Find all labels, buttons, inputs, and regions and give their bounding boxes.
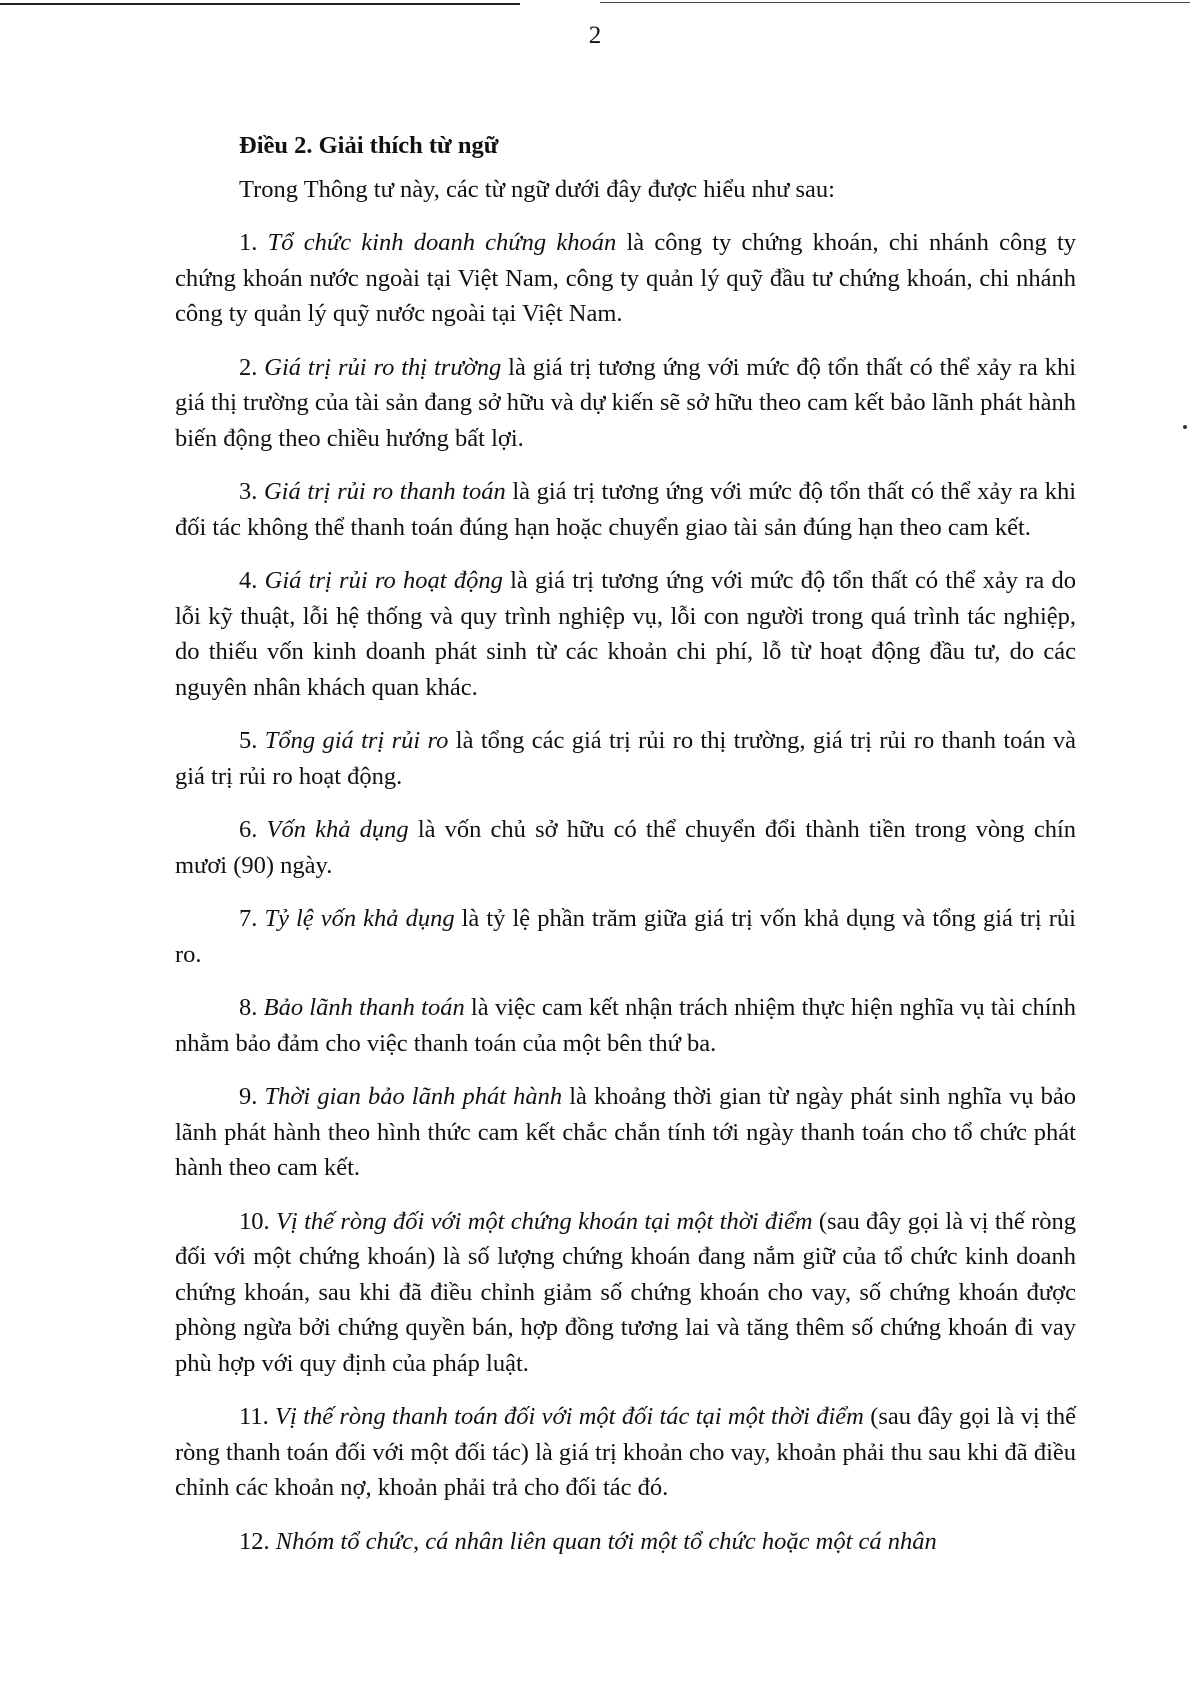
definition-item — [175, 901, 1076, 972]
defined-term: Nhóm tổ chức, cá nhân liên quan tới một tổ chức hoặc một cá nhân — [275, 1527, 937, 1555]
item-number: 2. — [239, 353, 265, 381]
definition-text: là tỷ lệ phần trăm giữa giá trị vốn khả dụng và tổng giá trị rủi ro. — [175, 905, 1076, 968]
top-border-line — [0, 3, 520, 5]
definition-item — [175, 990, 1076, 1061]
item-number: 3. — [239, 478, 264, 505]
article-heading: Điều 2. Giải thích từ ngữ — [239, 132, 499, 159]
definition-item — [175, 225, 1076, 332]
definition-item — [175, 812, 1076, 883]
document-body — [175, 128, 1076, 1577]
definition-item — [175, 1524, 1076, 1560]
top-border-line-right — [600, 2, 1190, 3]
definition-item — [175, 1204, 1076, 1382]
item-number: 8. — [239, 994, 264, 1021]
definition-text: là vốn chủ sở hữu có thể chuyển đổi thành tiền trong vòng chín mươi (90) ngày. — [175, 816, 1076, 879]
definition-text: là công ty chứng khoán, chi nhánh công ty chứng khoán nước ngoài tại Việt Nam, công ty quản lý quỹ đầu tư chứng khoán, chi nhánh công ty quản lý quỹ nước ngoài tại Việt Nam. — [175, 229, 1076, 327]
definition-item — [175, 723, 1076, 794]
defined-term: Thời gian bảo lãnh phát hành — [264, 1083, 563, 1110]
defined-term: Giá trị rủi ro hoạt động — [264, 567, 503, 594]
definition-item — [175, 563, 1076, 705]
definition-text: (sau đây gọi là vị thế ròng thanh toán đối với một đối tác) là giá trị khoản cho vay, khoản phải thu sau khi đã điều chỉnh các khoản nợ, khoản phải trả cho đối tác đó. — [175, 1403, 1076, 1501]
defined-term: Vị thế ròng thanh toán đối với một đối tác tại một thời điểm — [275, 1403, 864, 1430]
definitions-list — [175, 225, 1076, 1559]
definition-text: là khoảng thời gian từ ngày phát sinh nghĩa vụ bảo lãnh phát hành theo hình thức cam kết chắc chắn tính tới ngày thanh toán cho tổ chức phát hành theo cam kết. — [175, 1083, 1076, 1181]
item-number: 5. — [239, 727, 265, 754]
definition-item — [175, 474, 1076, 545]
item-number: 7. — [239, 905, 265, 932]
defined-term: Vị thế ròng đối với một chứng khoán tại một thời điểm — [275, 1207, 813, 1235]
definition-text: là tổng các giá trị rủi ro thị trường, giá trị rủi ro thanh toán và giá trị rủi ro hoạt động. — [175, 727, 1076, 790]
item-number: 10. — [239, 1207, 276, 1235]
scan-speck — [1183, 425, 1187, 429]
definition-text: là giá trị tương ứng với mức độ tổn thất có thể xảy ra khi đối tác không thể thanh toán đúng hạn hoặc chuyển giao tài sản đúng hạn theo cam kết. — [175, 478, 1077, 541]
definition-text: là giá trị tương ứng với mức độ tổn thất có thể xảy ra do lỗi kỹ thuật, lỗi hệ thống và quy trình nghiệp vụ, lỗi con người trong quá trình tác nghiệp, do thiếu vốn kinh doanh phát sinh từ các khoản chi phí, lỗ từ hoạt động đầu tư, do các nguyên nhân khách quan khác. — [175, 567, 1077, 701]
definition-text: (sau đây gọi là vị thế ròng đối với một chứng khoán) là số lượng chứng khoán đang nắm giữ của tổ chức kinh doanh chứng khoán, sau khi đã điều chỉnh giảm số chứng khoán cho vay, số chứng khoán được phòng ngừa bởi chứng quyền bán, hợp đồng tương lai và tăng thêm số chứng khoán đi vay phù hợp với quy định của pháp luật. — [175, 1207, 1077, 1377]
item-number: 4. — [239, 567, 265, 594]
definition-item — [175, 1399, 1076, 1506]
defined-term: Giá trị rủi ro thị trường — [264, 353, 502, 381]
item-number: 9. — [239, 1083, 265, 1110]
item-number: 11. — [239, 1403, 276, 1430]
defined-term: Tổ chức kinh doanh chứng khoán — [267, 229, 617, 256]
defined-term: Giá trị rủi ro thanh toán — [263, 478, 506, 505]
item-number: 1. — [239, 229, 268, 256]
item-number: 6. — [239, 816, 267, 843]
item-number: 12. — [239, 1527, 276, 1555]
defined-term: Tổng giá trị rủi ro — [264, 727, 449, 754]
defined-term: Tỷ lệ vốn khả dụng — [264, 905, 455, 932]
page-number: 2 — [588, 22, 602, 49]
defined-term: Vốn khả dụng — [266, 816, 409, 843]
defined-term: Bảo lãnh thanh toán — [263, 994, 465, 1021]
definition-text: là việc cam kết nhận trách nhiệm thực hiện nghĩa vụ tài chính nhằm bảo đảm cho việc thanh toán của một bên thứ ba. — [175, 994, 1077, 1057]
definition-item — [175, 1079, 1076, 1186]
definition-item — [175, 350, 1076, 457]
definition-text: là giá trị tương ứng với mức độ tổn thất có thể xảy ra khi giá thị trường của tài sản đang sở hữu và dự kiến sẽ sở hữu theo cam kết bảo lãnh phát hành biến động theo chiều hướng bất lợi. — [175, 353, 1076, 452]
intro-paragraph: Trong Thông tư này, các từ ngữ dưới đây được hiểu như sau: — [239, 175, 835, 203]
